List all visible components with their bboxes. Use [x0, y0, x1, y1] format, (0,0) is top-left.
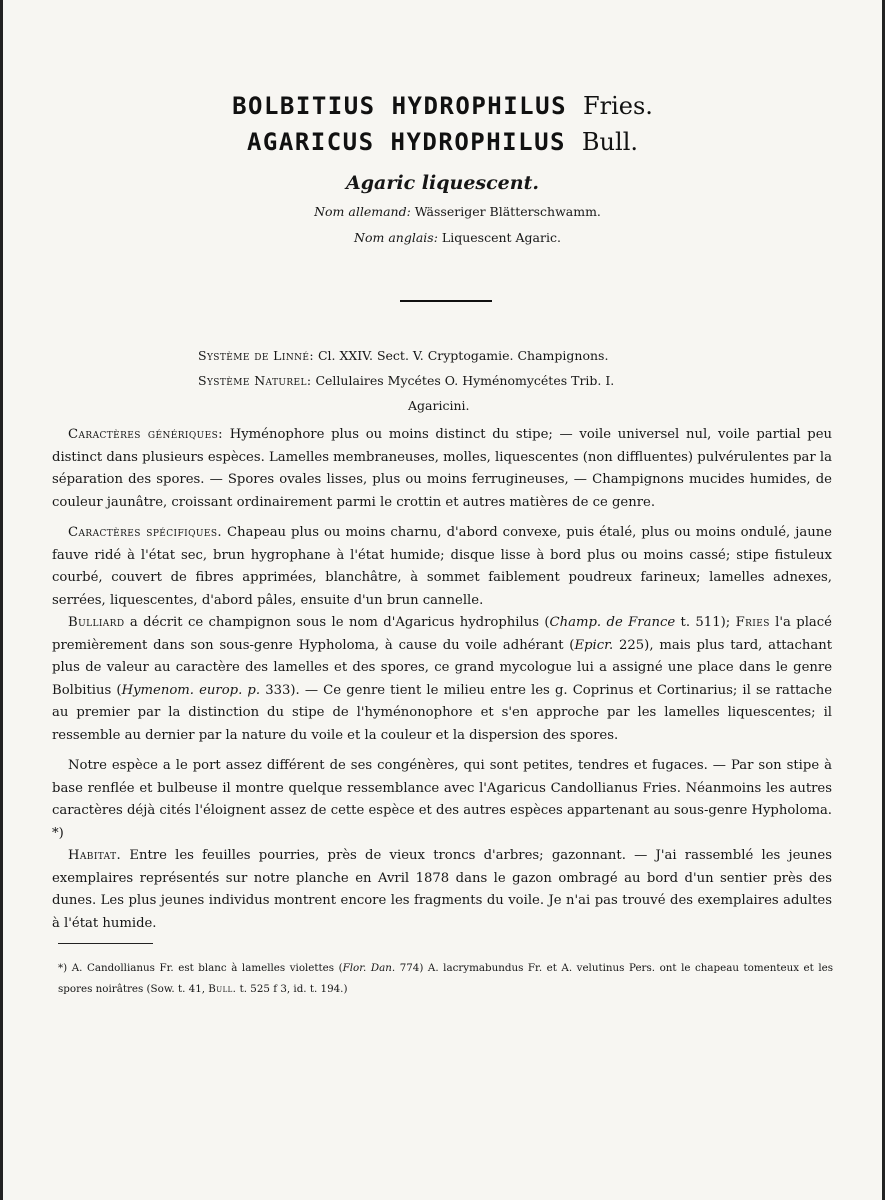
specific-characters-label: Caractères spécifiques.	[68, 525, 222, 540]
specific-characters-paragraph	[52, 522, 832, 612]
linne-text: Cl. XXIV. Sect. V. Cryptogamie. Champignons.	[317, 348, 609, 363]
specific-characters-text: Chapeau plus ou moins charnu, d'abord convexe, puis étalé, plus ou moins ondulé, jaune fauve ridé à l'état sec, brun hygrophane à l'état humide; disque lisse à bord plus ou moins cassé; stipe fistuleux courbé, couvert de fibres apprimées, blanchâtre, à sommet faiblement poudreux farineux; lamelles adnexes, serrées, liquescentes, d'abord pâles, ensuite d'un brun cannelle.	[52, 525, 832, 608]
title-author-2: Bull.	[581, 128, 638, 156]
footnote-divider	[58, 943, 153, 944]
linne-label: Système de Linné:	[198, 348, 314, 363]
naturel-label: Système Naturel:	[198, 373, 312, 388]
natural-system-tribe: Agaricini.	[408, 398, 470, 413]
naturel-text: Cellulaires Mycétes O. Hyménomycétes Trib. I.	[315, 373, 615, 388]
footnote-ref-2: Bull.	[208, 983, 237, 995]
comparison-paragraph	[52, 755, 832, 845]
english-label: Nom anglais:	[354, 230, 438, 245]
history-ref-1: Champ. de France	[549, 615, 676, 630]
footnote-text-a: *) A. Candollianus Fr. est blanc à lamelles violettes (	[58, 962, 343, 974]
history-text-e: 333). — Ce genre tient le milieu entre les g. Coprinus et Cortinarius; il se rattache au premier par la distinction du stipe de l'hyménonophore et s'en approche par les lamelles liquescentes; il ressemble au dernier par la nature du voile et la couleur et la dispersion des spores.	[52, 682, 833, 743]
generic-characters-label: Caractères génériques:	[68, 427, 224, 442]
generic-characters-paragraph	[52, 424, 832, 514]
footnote-text-c: t. 525 f 3, id. t. 194.)	[239, 983, 348, 995]
generic-characters-text: Hyménophore plus ou moins distinct du stipe; — voile universel nul, voile partial peu distinct dans plusieurs espèces. Lamelles membraneuses, molles, liquescentes (non diffluentes) pulvérulentes par la séparation des spores. — Spores ovales lisses, plus ou moins ferrugineuses, — Champignons mucides humides, de couleur jaunâtre, croissant ordinairement parmi le crottin et autres matières de ce genre.	[52, 427, 832, 510]
history-text-c: l'a placé premièrement dans son sous-genre Hypholoma, à cause du voile adhérant (	[52, 615, 832, 653]
title-line-1	[0, 92, 885, 120]
german-label: Nom allemand:	[314, 204, 411, 219]
history-paragraph	[52, 612, 832, 747]
history-ref-2: Epicr.	[574, 637, 614, 653]
footnote-ref-1: Flor. Dan.	[342, 962, 396, 974]
history-ref-3: Hymenom. europ. p.	[121, 682, 261, 698]
title-divider	[400, 300, 492, 302]
habitat-label: Habitat.	[68, 848, 122, 863]
bulliard-label: Bulliard	[68, 615, 125, 630]
linne-system-line	[198, 348, 608, 363]
common-name: Agaric liquescent.	[346, 172, 539, 194]
title-species-2: AGARICUS HYDROPHILUS	[246, 128, 566, 156]
history-text-d: 225), mais plus tard, attachant plus de valeur au caractère des lamelles et des spores, ce grand mycologue lui a assigné une place dans le genre Bolbitius (	[52, 637, 832, 698]
habitat-text: Entre les feuilles pourries, près de vieux troncs d'arbres; gazonnant. — J'ai rassemblé les jeunes exemplaires représentés sur notre planche en Avril 1878 dans le gazon ombragé au bord d'un sentier près des dunes. Les plus jeunes individus montrent encore les fragments du voile. Je n'ai pas trouvé des exemplaires adultes à l'état humide.	[52, 848, 832, 931]
history-text-a: a décrit ce champignon sous le nom d'Agaricus hydrophilus (	[129, 615, 550, 630]
english-name-line	[0, 230, 885, 245]
comparison-text: Notre espèce a le port assez différent de ses congénères, qui sont petites, tendres et fugaces. — Par son stipe à base renflée et bulbeuse il montre quelque ressemblance avec l'Agaricus Candollianus Fries. Néanmoins les autres caractères déjà cités l'éloignent assez de cette espèce et des autres espèces appartenant au sous-genre Hypholoma. *)	[52, 758, 832, 841]
german-name: Wässeriger Blätterschwamm.	[414, 204, 601, 219]
natural-system-line	[198, 373, 614, 388]
title-species-1: BOLBITIUS HYDROPHILUS	[232, 92, 568, 120]
description-body	[52, 424, 832, 935]
title-author-1: Fries.	[582, 92, 653, 120]
habitat-paragraph	[52, 845, 832, 935]
footnote-text-b: 774) A. lacrymabundus Fr. et A. velutinus Pers. ont le chapeau tomenteux et les spores noirâtres (Sow. t. 41,	[58, 962, 833, 995]
german-name-line	[0, 204, 885, 219]
history-text-b: t. 511);	[680, 615, 731, 630]
english-name: Liquescent Agaric.	[441, 230, 561, 245]
fries-label: Fries	[735, 615, 770, 630]
title-line-2	[0, 128, 885, 156]
footnote	[58, 958, 833, 1000]
